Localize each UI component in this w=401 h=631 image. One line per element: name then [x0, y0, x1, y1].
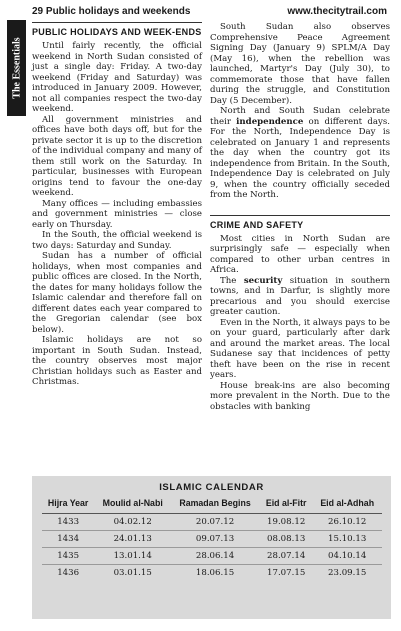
text-run: situation in southern towns, and in Darfur, is slightly more precarious and you should exercise greater caution.: [210, 275, 390, 317]
paragraph: All government ministries and offices have both days off, but for the private sector it is up to the discretion of the individual company and many of them still work on the Saturday. In particular, businesses with European origins tend to favour the one-day weekend.: [32, 114, 202, 198]
right-column: [210, 22, 390, 412]
paragraph: Most cities in North Sudan are surprisingly safe — especially when compared to other urban centres in Africa.: [210, 233, 390, 275]
islamic-calendar-box: [32, 476, 391, 619]
column-header: Ramadan Begins: [179, 498, 251, 508]
paragraph: Sudan has a number of official holidays, when most companies and public offices are closed. In the North, the dates for many holidays follow the Islamic calendar and therefore fall on different dates each year compared to the Gregorian calendar (see box below).: [32, 251, 202, 335]
text-run: The: [220, 275, 244, 286]
table-cell: 28.07.14: [267, 551, 306, 561]
text-run: on different days. For the North, Independence Day is celebrated on January 1 and represents the day when the country got its independence from Britain. In the South, Independence Day is celebrated on July 9, when the country officially seceded from the North.: [210, 116, 390, 200]
table-cell: 26.10.12: [328, 517, 367, 527]
bold-term: security: [243, 275, 283, 286]
table-cell: 28.06.14: [195, 551, 235, 561]
table-cell: 1435: [57, 551, 80, 561]
paragraph: South Sudan also observes Comprehensive Peace Agreement Signing Day (January 9) SPLM/A Day (May 16), when the rebellion was launched, Martyr's Day (July 30), to commemorate those that have fallen during the struggle, and Constitution Day (5 December).: [210, 22, 390, 106]
table-cell: 03.01.15: [113, 568, 152, 578]
paragraph: Even in the North, it always pays to be on your guard, particularly after dark and around the market areas. The local Sudanese say that incidences of petty theft have been on the rise in recent years.: [210, 317, 390, 380]
section-heading-public-holidays: PUBLIC HOLIDAYS AND WEEK-ENDS: [32, 22, 202, 39]
column-header: Moulid al-Nabi: [102, 498, 163, 508]
paragraph: In the South, the official weekend is two days: Saturday and Sunday.: [32, 230, 202, 251]
column-header: Eid al-Adhah: [320, 498, 375, 508]
left-column: [32, 22, 202, 388]
section-side-tab: [7, 20, 26, 116]
table-row: [42, 531, 382, 548]
table-row: [42, 548, 382, 565]
bold-term: independence: [236, 116, 304, 127]
paragraph: House break-ins are also becoming more prevalent in the North. Due to the obstacles with banking: [210, 380, 390, 412]
paragraph: Islamic holidays are not so important in South Sudan. Instead, the country observes most major Christian holidays such as Easter and Christmas.: [32, 335, 202, 387]
column-header: Eid al-Fitr: [265, 498, 307, 508]
calendar-title: ISLAMIC CALENDAR: [159, 482, 264, 493]
table-row: [42, 565, 382, 582]
table-row: [42, 514, 382, 531]
calendar-table: [42, 498, 382, 581]
page-header-url[interactable]: www.thecitytrail.com: [287, 6, 387, 17]
text-run: North and South Sudan celebrate their: [210, 106, 390, 127]
paragraph: [210, 106, 390, 201]
table-cell: 04.10.14: [328, 551, 367, 561]
table-cell: 09.07.13: [195, 534, 235, 544]
table-cell: 1434: [57, 534, 80, 544]
table-cell: 20.07.12: [195, 517, 235, 527]
spacer: [210, 201, 390, 215]
table-cell: 18.06.15: [195, 568, 235, 578]
paragraph: [210, 276, 390, 318]
table-cell: 08.08.13: [267, 534, 306, 544]
paragraph: Until fairly recently, the official weekend in North Sudan consisted of just a single day: Friday. A two-day weekend (Friday and Saturday) was introduced in January 2009. However, not all companies respect the two-day weekend.: [32, 41, 202, 114]
table-cell: 19.08.12: [267, 517, 306, 527]
table-cell: 15.10.13: [328, 534, 367, 544]
table-cell: 17.07.15: [267, 568, 306, 578]
column-header: Hijra Year: [47, 498, 89, 508]
section-heading-crime-safety: CRIME AND SAFETY: [210, 215, 390, 232]
table-cell: 1436: [57, 568, 80, 578]
page-header-title: 29 Public holidays and weekends: [32, 6, 191, 17]
table-cell: 23.09.15: [328, 568, 367, 578]
table-cell: 1433: [57, 517, 80, 527]
table-header-row: [42, 498, 382, 514]
table-cell: 24.01.13: [113, 534, 152, 544]
side-tab-label: The Essentials: [11, 37, 22, 99]
table-cell: 13.01.14: [113, 551, 152, 561]
paragraph: Many offices — including embassies and government ministries — close early on Thursday.: [32, 198, 202, 230]
table-cell: 04.02.12: [113, 517, 152, 527]
